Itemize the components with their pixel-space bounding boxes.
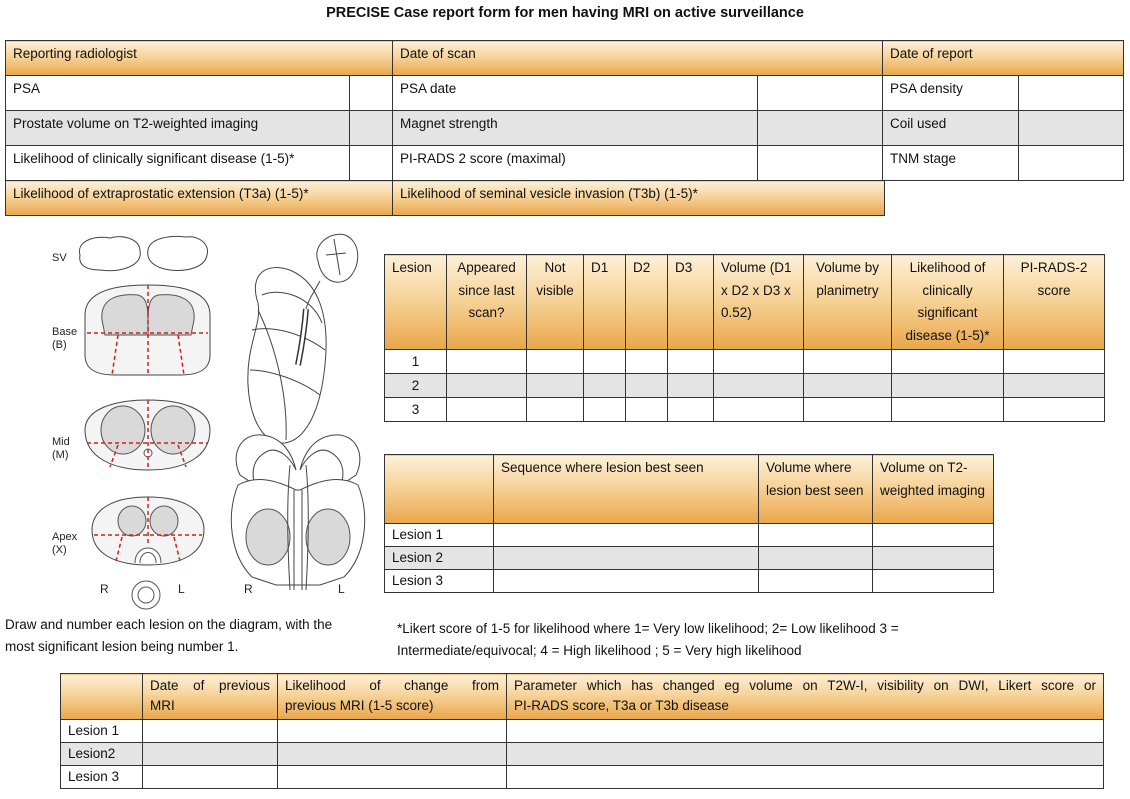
lesion-number: 2 xyxy=(385,374,447,398)
date-previous-header-line-2: MRI xyxy=(150,698,175,713)
table-row xyxy=(385,374,1105,398)
table-row xyxy=(61,766,1104,789)
volume-t2-header: Volume on T2-weighted imaging xyxy=(873,455,994,524)
magnet-strength-field[interactable] xyxy=(758,111,883,146)
prostate-sector-diagram[interactable] xyxy=(0,225,380,615)
apex-label: Apex xyxy=(52,531,78,543)
mid-code-label: (M) xyxy=(52,449,69,461)
reporting-radiologist-label: Reporting radiologist xyxy=(6,41,393,76)
pirads-max-field[interactable] xyxy=(758,146,883,181)
table-cell[interactable] xyxy=(584,350,626,374)
table-cell[interactable] xyxy=(584,374,626,398)
table-cell[interactable] xyxy=(892,350,1004,374)
left-label-axial: L xyxy=(178,582,185,596)
date-previous-header-line-1: Date of previous xyxy=(150,678,270,693)
base-label: Base xyxy=(52,326,78,338)
lesion-label: Lesion 1 xyxy=(385,524,494,547)
table-cell[interactable] xyxy=(527,398,584,422)
table-cell[interactable] xyxy=(494,570,759,593)
table-cell[interactable] xyxy=(714,398,804,422)
table-cell[interactable] xyxy=(668,350,714,374)
extension-table xyxy=(5,180,885,216)
tnm-stage-label: TNM stage xyxy=(883,146,1019,181)
table-cell[interactable] xyxy=(507,743,1104,766)
likelihood-csd-field[interactable] xyxy=(350,146,393,181)
prostate-volume-field[interactable] xyxy=(350,111,393,146)
likelihood-csd-label: Likelihood of clinically significant disease (1-5)* xyxy=(6,146,350,181)
lesion-number: 1 xyxy=(385,350,447,374)
table-cell[interactable] xyxy=(494,547,759,570)
lesion-label: Lesion 2 xyxy=(385,547,494,570)
table-row xyxy=(61,720,1104,743)
likelihood-change-header xyxy=(278,674,507,720)
likert-footnote-line-1: *Likert score of 1-5 for likelihood where 1= Very low likelihood; 2= Low likelihood 3 = xyxy=(397,621,899,636)
coronal-view[interactable] xyxy=(231,435,364,590)
date-of-report-label: Date of report xyxy=(883,41,1124,76)
likert-footnote-line-2: Intermediate/equivocal; 4 = High likelihood ; 5 = Very high likelihood xyxy=(397,643,802,658)
sagittal-view[interactable] xyxy=(248,234,358,443)
psa-density-label: PSA density xyxy=(883,76,1019,111)
table-row xyxy=(61,743,1104,766)
sequence-table xyxy=(384,454,994,593)
table-cell[interactable] xyxy=(873,547,994,570)
parameter-changed-header-line-1: Parameter which has changed eg volume on T2W-I, visibility on DWI, Likert score or xyxy=(514,678,1096,693)
left-label-coronal: L xyxy=(338,582,345,596)
table-row xyxy=(385,570,994,593)
table-cell[interactable] xyxy=(584,398,626,422)
lesion-label: Lesion 3 xyxy=(61,766,143,789)
sequence-blank-header xyxy=(385,455,494,524)
likert-footnote xyxy=(397,618,899,662)
seminal-vesicle-label: Likelihood of seminal vesicle invasion (T3b) (1-5)* xyxy=(393,181,885,216)
sequence-header: Sequence where lesion best seen xyxy=(494,455,759,524)
volume-best-header: Volume where lesion best seen xyxy=(759,455,873,524)
psa-field[interactable] xyxy=(350,76,393,111)
table-cell[interactable] xyxy=(626,398,668,422)
date-of-scan-label: Date of scan xyxy=(393,41,883,76)
table-cell[interactable] xyxy=(668,374,714,398)
table-cell[interactable] xyxy=(804,374,892,398)
table-cell[interactable] xyxy=(873,570,994,593)
change-from-previous-table xyxy=(60,673,1104,789)
appeared-header: Appeared since last scan? xyxy=(447,255,527,350)
table-cell[interactable] xyxy=(494,524,759,547)
table-cell[interactable] xyxy=(507,720,1104,743)
coil-used-label: Coil used xyxy=(883,111,1019,146)
table-cell[interactable] xyxy=(759,570,873,593)
base-section[interactable] xyxy=(85,285,210,375)
table-row xyxy=(385,524,994,547)
table-cell[interactable] xyxy=(1004,398,1105,422)
table-cell[interactable] xyxy=(507,766,1104,789)
table-cell[interactable] xyxy=(143,720,278,743)
table-cell[interactable] xyxy=(804,398,892,422)
parameter-changed-header-line-2: PI-RADS score, T3a or T3b disease xyxy=(514,698,729,713)
mid-section[interactable] xyxy=(85,400,210,470)
table-cell[interactable] xyxy=(278,766,507,789)
right-label-coronal: R xyxy=(244,582,253,596)
psa-label: PSA xyxy=(6,76,350,111)
pirads-max-label: PI-RADS 2 score (maximal) xyxy=(393,146,758,181)
table-cell[interactable] xyxy=(626,374,668,398)
pirads-header: PI-RADS-2 score xyxy=(1004,255,1105,350)
table-row xyxy=(385,398,1105,422)
coil-used-field[interactable] xyxy=(1019,111,1124,146)
likelihood-change-header-line-2: previous MRI (1-5 score) xyxy=(285,698,434,713)
psa-density-field[interactable] xyxy=(1019,76,1124,111)
lesion-label: Lesion 3 xyxy=(385,570,494,593)
magnet-strength-label: Magnet strength xyxy=(393,111,758,146)
d3-header: D3 xyxy=(668,255,714,350)
table-cell[interactable] xyxy=(892,374,1004,398)
draw-instructions-line-2: most significant lesion being number 1. xyxy=(5,639,239,654)
d1-header: D1 xyxy=(584,255,626,350)
table-cell[interactable] xyxy=(668,398,714,422)
not-visible-header: Not visible xyxy=(527,255,584,350)
table-cell[interactable] xyxy=(759,524,873,547)
table-cell[interactable] xyxy=(527,374,584,398)
base-code-label: (B) xyxy=(52,339,67,351)
lesion-number: 3 xyxy=(385,398,447,422)
date-previous-header xyxy=(143,674,278,720)
table-cell[interactable] xyxy=(447,350,527,374)
table-cell[interactable] xyxy=(278,720,507,743)
mid-label: Mid xyxy=(52,436,70,448)
form-title: PRECISE Case report form for men having MRI on active surveillance xyxy=(326,5,804,21)
apex-code-label: (X) xyxy=(52,544,67,556)
volume-planimetry-header: Volume by planimetry xyxy=(804,255,892,350)
right-label-axial: R xyxy=(100,582,109,596)
table-cell[interactable] xyxy=(143,766,278,789)
table-cell[interactable] xyxy=(714,374,804,398)
patient-info-table xyxy=(5,40,1124,181)
table-row xyxy=(385,350,1105,374)
table-cell[interactable] xyxy=(714,350,804,374)
sv-label: SV xyxy=(52,252,67,264)
table-cell[interactable] xyxy=(527,350,584,374)
parameter-changed-header xyxy=(507,674,1104,720)
lesion-label: Lesion 1 xyxy=(61,720,143,743)
draw-instructions xyxy=(5,614,332,658)
lesion-label: Lesion2 xyxy=(61,743,143,766)
psa-date-label: PSA date xyxy=(393,76,758,111)
seminal-vesicles[interactable] xyxy=(79,236,207,270)
tnm-stage-field[interactable] xyxy=(1019,146,1124,181)
table-cell[interactable] xyxy=(626,350,668,374)
apex-section[interactable] xyxy=(92,497,204,609)
table-cell[interactable] xyxy=(447,398,527,422)
psa-date-field[interactable] xyxy=(758,76,883,111)
d2-header: D2 xyxy=(626,255,668,350)
change-blank-header xyxy=(61,674,143,720)
lesion-measurement-table xyxy=(384,254,1105,422)
table-cell[interactable] xyxy=(759,547,873,570)
table-cell[interactable] xyxy=(1004,374,1105,398)
table-cell[interactable] xyxy=(1004,350,1105,374)
volume-formula-header: Volume (D1 x D2 x D3 x 0.52) xyxy=(714,255,804,350)
draw-instructions-line-1: Draw and number each lesion on the diagram, with the xyxy=(5,617,333,632)
table-cell[interactable] xyxy=(804,350,892,374)
table-cell[interactable] xyxy=(143,743,278,766)
table-cell[interactable] xyxy=(447,374,527,398)
table-cell[interactable] xyxy=(892,398,1004,422)
table-row xyxy=(385,547,994,570)
likelihood-header: Likelihood of clinically significant disease (1-5)* xyxy=(892,255,1004,350)
table-cell[interactable] xyxy=(278,743,507,766)
likelihood-change-header-line-1: Likelihood of change from xyxy=(285,678,499,693)
extraprostatic-label: Likelihood of extraprostatic extension (T3a) (1-5)* xyxy=(6,181,393,216)
table-cell[interactable] xyxy=(873,524,994,547)
lesion-header: Lesion xyxy=(385,255,447,350)
prostate-volume-label: Prostate volume on T2-weighted imaging xyxy=(6,111,350,146)
